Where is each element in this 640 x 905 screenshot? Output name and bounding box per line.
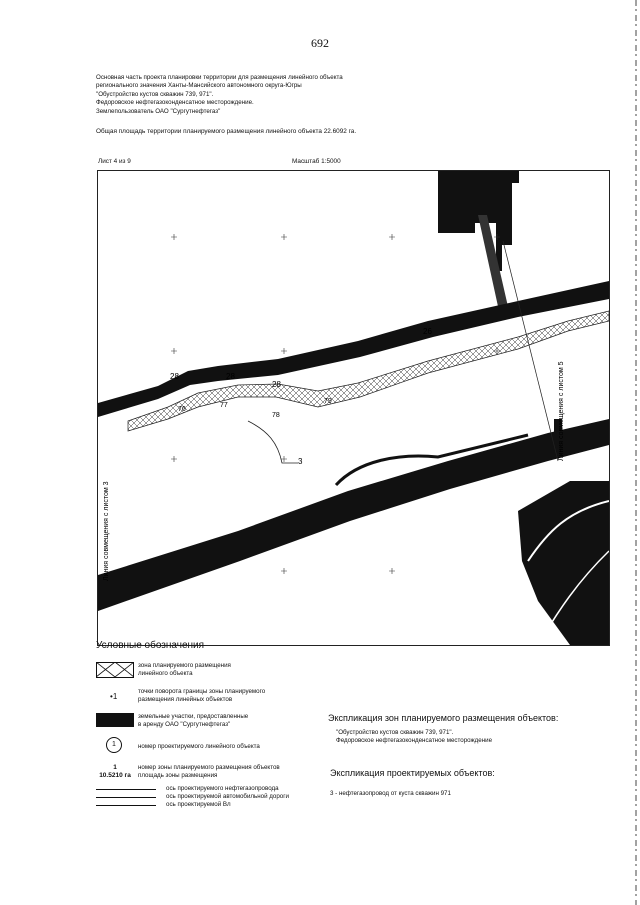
turn-point-marker: •1 [110,692,118,701]
zone-label: 28 [272,380,281,389]
legend-title: Условные обозначения [96,640,205,651]
planning-map [97,170,610,646]
scan-edge-noise [632,0,640,905]
header-line: Землепользователь ОАО "Сургутнефтегаз" [96,107,221,115]
explication-objects-item: 3 - нефтегазопровод от куста скважин 971 [330,790,451,797]
header-line: Федоровское нефтегазоконденсатное месторождение. [96,99,254,107]
legend-item-power-line-axis: ось проектируемой Вл [166,801,231,808]
header-line: "Обустройство кустов скважин 739, 971". [96,90,214,98]
zone-label: 26 [423,327,432,336]
leased-land-block [402,171,519,271]
leased-land-swatch [96,713,134,727]
power-line-axis-swatch [96,805,156,806]
header-line: Основная часть проекта планировки территории для размещения линейного объекта [96,74,343,81]
pipeline-axis [248,421,298,463]
zone-label: 28 [226,372,235,381]
explication-zones-text: "Обустройство кустов скважин 739, 971". Федоровское нефтегазоконденсатное месторождение [336,729,493,744]
total-area-text: Общая площадь территории планируемого размещения линейного объекта 22.6092 га. [96,128,357,135]
turn-point-label: 78 [272,412,280,419]
legend-item-object-number: номер проектируемого линейного объекта [138,743,260,750]
zone-label: 28 [170,372,179,381]
legend-item-leased-land: земельные участки, предоставленные в аренду ОАО "Сургутнефтегаз" [138,713,249,728]
sheet-number: Лист 4 из 9 [98,158,131,165]
header-line: регионального значения Ханты-Мансийского автономного округа-Югры [96,82,302,90]
legend-item-zone: зона планируемого размещения линейного объекта [138,662,231,677]
match-line-right-label: Линия совмещения с листом 5 [558,361,565,461]
map-scale: Масштаб 1:5000 [292,158,341,165]
explication-zones-title: Экспликация зон планируемого размещения объектов: [328,713,559,723]
object-number-label: 3 [298,457,303,466]
page-number: 692 [311,36,329,50]
explication-objects-title: Экспликация проектируемых объектов: [330,768,495,778]
zone-number-marker: 1 10.5210 га [99,764,131,779]
legend-item-road-axis: ось проектируемой автомобильной дороги [166,793,289,800]
legend-item-pipeline-axis: ось проектируемого нефтегазопровода [166,785,279,792]
turn-point-label: 76 [178,406,186,413]
turn-point-label: 79 [324,398,332,405]
pipeline-axis-swatch [96,789,156,790]
road-axis-swatch [96,797,156,798]
planning-zone-swatch [96,662,134,678]
turn-point-label: 77 [220,402,228,409]
object-number-marker: 1 [106,737,122,753]
legend-item-zone-number: номер зоны планируемого размещения объектов площадь зоны размещения [138,764,280,779]
match-line-left-label: Линия совмещения с листом 3 [103,481,110,581]
legend-item-turn-points: точки поворота границы зоны планируемого размещения линейных объектов [138,688,266,703]
document-header [96,74,516,116]
